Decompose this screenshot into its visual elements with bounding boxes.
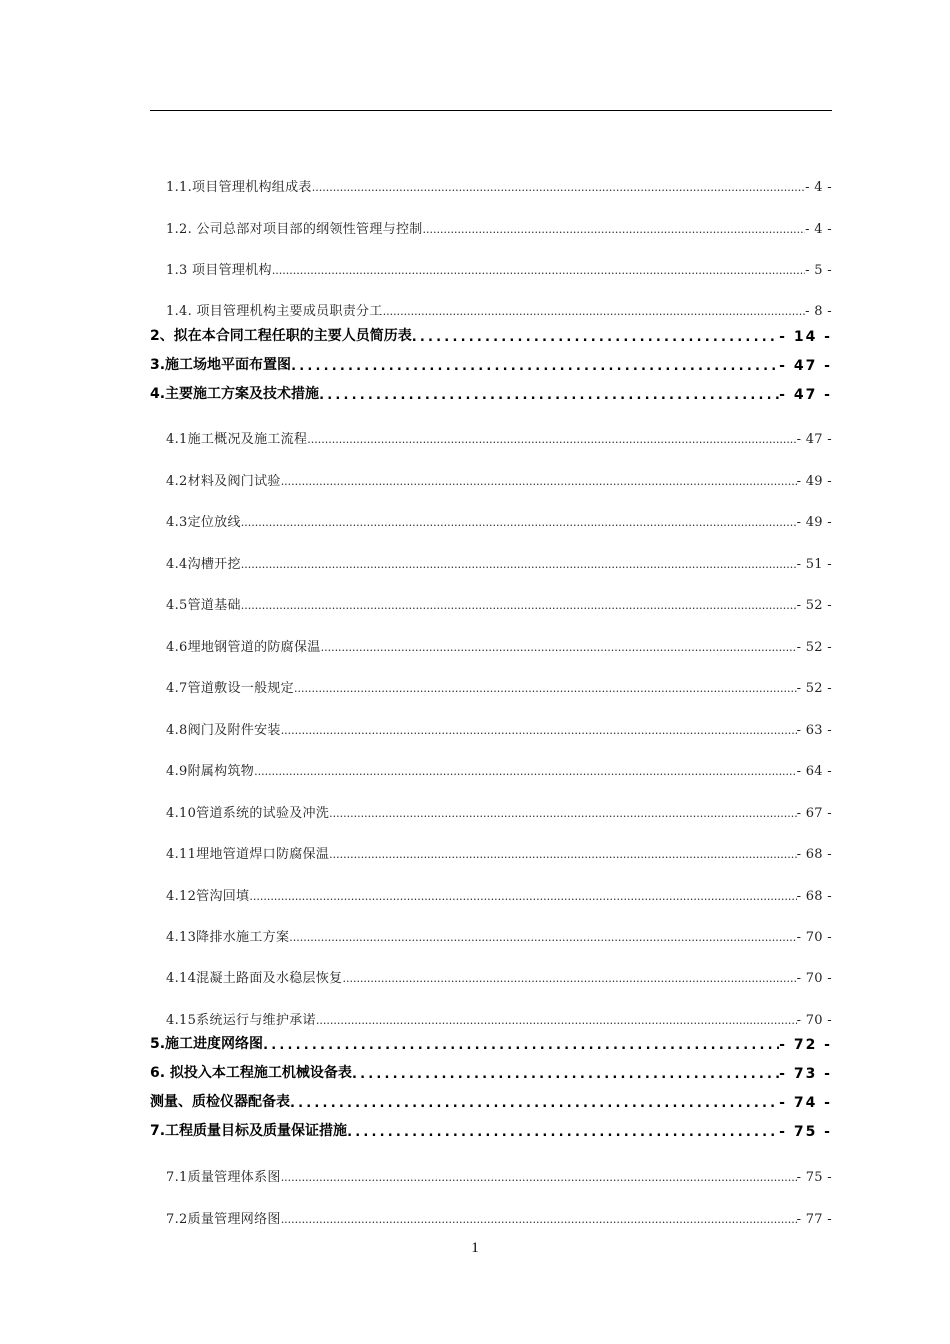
toc-entry-page: - 67 -	[796, 806, 832, 821]
toc-dot-leader	[249, 891, 796, 904]
toc-entry[interactable]	[166, 594, 832, 613]
toc-dot-leader	[329, 808, 796, 821]
toc-entry-label: 4.主要施工方案及技术措施	[150, 386, 320, 402]
toc-entry-page: - 8 -	[805, 304, 832, 319]
toc-dot-leader	[272, 265, 805, 278]
toc-entry[interactable]	[166, 1208, 832, 1227]
toc-dot-leader	[321, 642, 797, 655]
toc-entry-page: - 70 -	[796, 930, 832, 945]
toc-dot-leader	[263, 1038, 779, 1053]
toc-entry-page: - 74 -	[779, 1095, 832, 1111]
toc-entry-main[interactable]	[150, 1062, 832, 1082]
toc-dot-leader	[241, 559, 797, 572]
toc-dot-leader	[312, 182, 805, 195]
toc-entry-label: 7.1质量管理体系图	[166, 1170, 281, 1185]
toc-entry[interactable]	[166, 843, 832, 862]
toc-entry-page: - 14 -	[779, 329, 832, 345]
toc-entry-page: - 63 -	[796, 723, 832, 738]
toc-dot-leader	[423, 224, 806, 237]
toc-entry-page: - 70 -	[796, 1013, 832, 1028]
toc-entry-label: 4.12管沟回填	[166, 889, 250, 904]
toc-entry-page: - 5 -	[805, 263, 832, 278]
toc-entry-page: - 64 -	[796, 764, 832, 779]
toc-entry-label: 1.2. 公司总部对项目部的纲领性管理与控制	[166, 222, 423, 237]
toc-dot-leader	[281, 1172, 797, 1185]
toc-entry[interactable]	[166, 760, 832, 779]
toc-entry-page: - 77 -	[796, 1212, 832, 1227]
toc-entry-label: 2、拟在本合同工程任职的主要人员简历表	[150, 328, 412, 344]
toc-dot-leader	[281, 1214, 797, 1227]
page-number: 1	[471, 1240, 479, 1256]
toc-entry-page: - 49 -	[796, 515, 832, 530]
toc-entry[interactable]	[166, 470, 832, 489]
toc-entry-label: 4.3定位放线	[166, 515, 241, 530]
toc-entry[interactable]	[166, 428, 832, 447]
toc-entry-page: - 73 -	[779, 1066, 832, 1082]
toc-entry-label: 1.1.项目管理机构组成表	[166, 180, 312, 195]
toc-entry-label: 1.4. 项目管理机构主要成员职责分工	[166, 304, 383, 319]
toc-dot-leader	[319, 388, 779, 403]
toc-entry[interactable]	[166, 300, 832, 319]
toc-entry[interactable]	[166, 885, 832, 904]
toc-entry[interactable]	[166, 967, 832, 986]
toc-entry-page: - 75 -	[796, 1170, 832, 1185]
toc-entry[interactable]	[166, 1166, 832, 1185]
toc-entry[interactable]	[166, 1009, 832, 1028]
toc-entry-label: 4.5管道基础	[166, 598, 241, 613]
toc-entry-page: - 68 -	[796, 889, 832, 904]
toc-entry-label: 4.1施工概况及施工流程	[166, 432, 308, 447]
toc-entry[interactable]	[166, 636, 832, 655]
toc-dot-leader	[329, 849, 796, 862]
toc-entry-main[interactable]	[150, 1091, 832, 1111]
toc-entry-page: - 51 -	[796, 557, 832, 572]
toc-dot-leader	[412, 330, 779, 345]
toc-entry-page: - 72 -	[779, 1037, 832, 1053]
toc-dot-leader	[290, 1096, 779, 1111]
toc-entry[interactable]	[166, 553, 832, 572]
toc-entry-label: 6. 拟投入本工程施工机械设备表	[150, 1065, 352, 1081]
toc-entry-label: 4.4沟槽开挖	[166, 557, 241, 572]
toc-dot-leader	[281, 476, 797, 489]
toc-entry-label: 4.10管道系统的试验及冲洗	[166, 806, 330, 821]
toc-entry-label: 4.9附属构筑物	[166, 764, 255, 779]
toc-dot-leader	[342, 973, 796, 986]
toc-entry-main[interactable]	[150, 354, 832, 374]
toc-dot-leader	[241, 517, 797, 530]
toc-entry-page: - 52 -	[796, 681, 832, 696]
toc-entry-label: 4.14混凝土路面及水稳层恢复	[166, 971, 343, 986]
toc-entry-page: - 75 -	[779, 1124, 832, 1140]
toc-entry-page: - 70 -	[796, 971, 832, 986]
toc-entry-main[interactable]	[150, 1120, 832, 1140]
toc-dot-leader	[383, 306, 806, 319]
toc-dot-leader	[291, 359, 779, 374]
toc-dot-leader	[316, 1015, 797, 1028]
toc-entry[interactable]	[166, 259, 832, 278]
toc-entry-label: 4.6埋地钢管道的防腐保温	[166, 640, 321, 655]
toc-dot-leader	[347, 1125, 779, 1140]
toc-entry-label: 4.11埋地管道焊口防腐保温	[166, 847, 330, 862]
toc-dot-leader	[241, 600, 797, 613]
toc-entry-main[interactable]	[150, 1033, 832, 1053]
toc-entry[interactable]	[166, 719, 832, 738]
toc-dot-leader	[307, 434, 796, 447]
toc-dot-leader	[294, 683, 797, 696]
toc-entry-page: - 47 -	[779, 387, 832, 403]
toc-entry-label: 1.3 项目管理机构	[166, 263, 272, 278]
toc-entry-page: - 4 -	[805, 222, 832, 237]
toc-entry-label: 4.13降排水施工方案	[166, 930, 290, 945]
toc-entry-page: - 52 -	[796, 598, 832, 613]
toc-entry-label: 7.2质量管理网络图	[166, 1212, 281, 1227]
toc-entry-page: - 47 -	[779, 358, 832, 374]
toc-entry-page: - 49 -	[796, 474, 832, 489]
toc-dot-leader	[289, 932, 796, 945]
toc-entry-label: 7.工程质量目标及质量保证措施	[150, 1123, 348, 1139]
toc-entry-label: 4.2材料及阀门试验	[166, 474, 281, 489]
toc-entry[interactable]	[166, 176, 832, 195]
toc-entry-page: - 4 -	[805, 180, 832, 195]
toc-entry-label: 4.7管道敷设一般规定	[166, 681, 294, 696]
toc-dot-leader	[281, 725, 797, 738]
toc-entry[interactable]	[166, 677, 832, 696]
toc-entry[interactable]	[166, 218, 832, 237]
toc-entry-label: 4.15系统运行与维护承诺	[166, 1013, 316, 1028]
toc-entry-label: 测量、质检仪器配备表	[150, 1094, 290, 1110]
toc-entry[interactable]	[166, 926, 832, 945]
toc-entry-main[interactable]	[150, 325, 832, 345]
toc-entry-main[interactable]	[150, 383, 832, 403]
toc-entry-label: 3.施工场地平面布置图	[150, 357, 292, 373]
toc-entry-label: 5.施工进度网络图	[150, 1036, 264, 1052]
toc-entry-page: - 47 -	[796, 432, 832, 447]
toc-entry-page: - 68 -	[796, 847, 832, 862]
toc-entry-page: - 52 -	[796, 640, 832, 655]
toc-entry[interactable]	[166, 511, 832, 530]
toc-entry[interactable]	[166, 802, 832, 821]
toc-dot-leader	[352, 1067, 779, 1082]
toc-entry-label: 4.8阀门及附件安装	[166, 723, 281, 738]
toc-dot-leader	[254, 766, 797, 779]
